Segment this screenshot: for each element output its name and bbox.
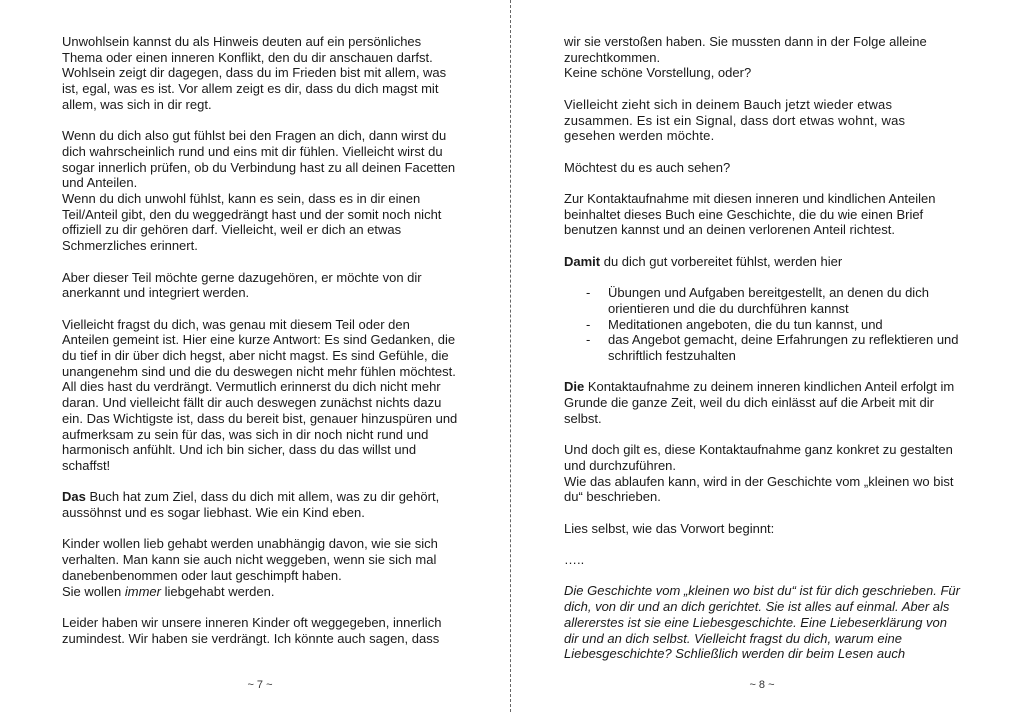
paragraph-bauch: Vielleicht zieht sich in deinem Bauch jetzt wieder etwas zusammen. Es ist ein Signal, dass dort etwas wohnt, was gesehen werden möchte.: [564, 96, 906, 144]
paragraph-damit: [564, 254, 960, 270]
paragraph-kontaktaufnahme: Zur Kontaktaufnahme mit diesen inneren und kindlichen Anteilen beinhaltet dieses Buch eine Geschichte, die du wie einen Brief benutzen kannst und an deinen verlorenen Anteil richtest.: [564, 190, 936, 238]
paragraph-damit-text: du dich gut vorbereitet fühlst, werden hier: [600, 253, 843, 269]
line-immer-after: liebgehabt werden.: [160, 583, 275, 599]
paragraph-unwohl-fuehlen: Wenn du dich unwohl fühlst, kann es sein, dass es in dir einen Teil/Anteil gibt, den du weggedrängt hast und der somit noch nicht offiziell zu dir gehören darf. Vielleicht, weil er dich an etwas Schmerzliches erinnert.: [62, 191, 442, 254]
line-immer: [62, 584, 459, 600]
paragraph-buch-ziel-text: Buch hat zum Ziel, dass du dich mit allem, was zu dir gehört, aussöhnst und es sogar liebhast. Wie ein Kind eben.: [62, 489, 440, 521]
paragraph-unwohlsein: Unwohlsein kannst du als Hinweis deuten auf ein persönliches Thema oder einen inneren Konflikt, den du dir anschauen darfst. Wohlsein zeigt dir dagegen, dass du im Frieden bist mit allem, was ist, egal, was es ist. Vor allem zeigt es dir, dass du dich magst mit allem, was sich in dir regt.: [62, 34, 447, 112]
line-wie-ablaufen: Wie das ablaufen kann, wird in der Geschichte vom „kleinen wo bist du“ beschrieben.: [564, 473, 954, 505]
offer-list: [564, 285, 960, 364]
list-item: - Meditationen angeboten, die du tun kannst, und: [564, 317, 960, 333]
paragraph-dazugehoeren: Aber dieser Teil möchte gerne dazugehören, er möchte von dir anerkannt und integriert werden.: [62, 269, 422, 301]
list-item: - Übungen und Aufgaben bereitgestellt, an denen du dich orientieren und die du durchführen kannst: [564, 285, 960, 316]
page-number-right: ~ 8 ~: [749, 679, 775, 691]
paragraph-die-text: Kontaktaufnahme zu deinem inneren kindlichen Anteil erfolgt im Grunde die ganze Zeit, weil du dich einlässt auf die Arbeit mit dir selbst.: [564, 379, 955, 426]
line-immer-before: Sie wollen: [62, 583, 125, 599]
paragraph-vorwort-zitat: Die Geschichte vom „kleinen wo bist du“ ist für dich geschrieben. Für dich, von dir und an dich gerichtet. Sie ist alles auf einmal. Aber als allererstes ist sie eine Liebesgeschichte. Eine Liebeserklärung von dir und an dich selbst. Vielleicht fragst du dich, warum eine Liebesgeschichte? Schließlich werden dir beim Lesen auch: [564, 583, 960, 662]
page-number-left: ~ 7 ~: [247, 679, 273, 691]
list-item: - das Angebot gemacht, deine Erfahrungen zu reflektieren und schriftlich festzuhalten: [564, 332, 960, 363]
line-frage-sehen: Möchtest du es auch sehen?: [564, 159, 731, 175]
paragraph-kinder: Kinder wollen lieb gehabt werden unabhängig davon, wie sie sich verhalten. Man kann sie auch nicht weggeben, wenn sie sich mal danebenbenommen oder laut geschimpft haben.: [62, 536, 438, 583]
right-page: [564, 34, 960, 662]
page-divider: [510, 0, 511, 712]
left-page: [62, 34, 459, 646]
line-keine-schoene: Keine schöne Vorstellung, oder?: [564, 65, 752, 81]
paragraph-buch-ziel: [62, 489, 459, 520]
line-lies-selbst: Lies selbst, wie das Vorwort beginnt:: [564, 520, 775, 536]
paragraph-gut-fuehlen: Wenn du dich also gut fühlst bei den Fragen an dich, dann wirst du dich wahrscheinlich rund und eins mit dir fühlen. Vielleicht wirst du sogar innerlich prüfen, ob du Verbindung hast zu all deinen Facetten und Anteilen.: [62, 128, 456, 191]
paragraph-und-doch: Und doch gilt es, diese Kontaktaufnahme ganz konkret zu gestalten und durchzuführen.: [564, 442, 953, 473]
bold-lead-damit: Damit: [564, 253, 601, 269]
italic-immer: immer: [124, 583, 161, 599]
paragraph-anteile: Vielleicht fragst du dich, was genau mit diesem Teil oder den Anteilen gemeint ist. Hier eine kurze Antwort: Es sind Gedanken, die du tief in dir über dich hegst, aber nicht magst. Es sind Gefühle, die unangenehm sind und die du deswegen nicht mehr fühlen möchtest. All dies hast du verdrängt. Vermutlich erinnerst du dich nicht mehr daran. Und vielleicht fällt dir auch deswegen zunächst nichts dazu ein. Das Wichtigste ist, dass du bereit bist, genauer hinzuspüren und aufmerksam zu sein für das, was sich in dir noch nicht rund und harmonisch anfühlt. Und ich bin sicher, dass du das willst und schaffst!: [62, 316, 458, 473]
paragraph-leider: Leider haben wir unsere inneren Kinder oft weggegeben, innerlich zumindest. Wir haben sie verdrängt. Ich könnte auch sagen, dass: [62, 614, 442, 646]
ellipsis-line: …..: [564, 552, 585, 568]
bold-lead-das: Das: [62, 489, 86, 505]
bold-lead-die: Die: [564, 379, 585, 395]
paragraph-die-kontaktaufnahme: [564, 379, 960, 426]
paragraph-verstossen: wir sie verstoßen haben. Sie mussten dann in der Folge alleine zurechtkommen.: [564, 34, 927, 65]
